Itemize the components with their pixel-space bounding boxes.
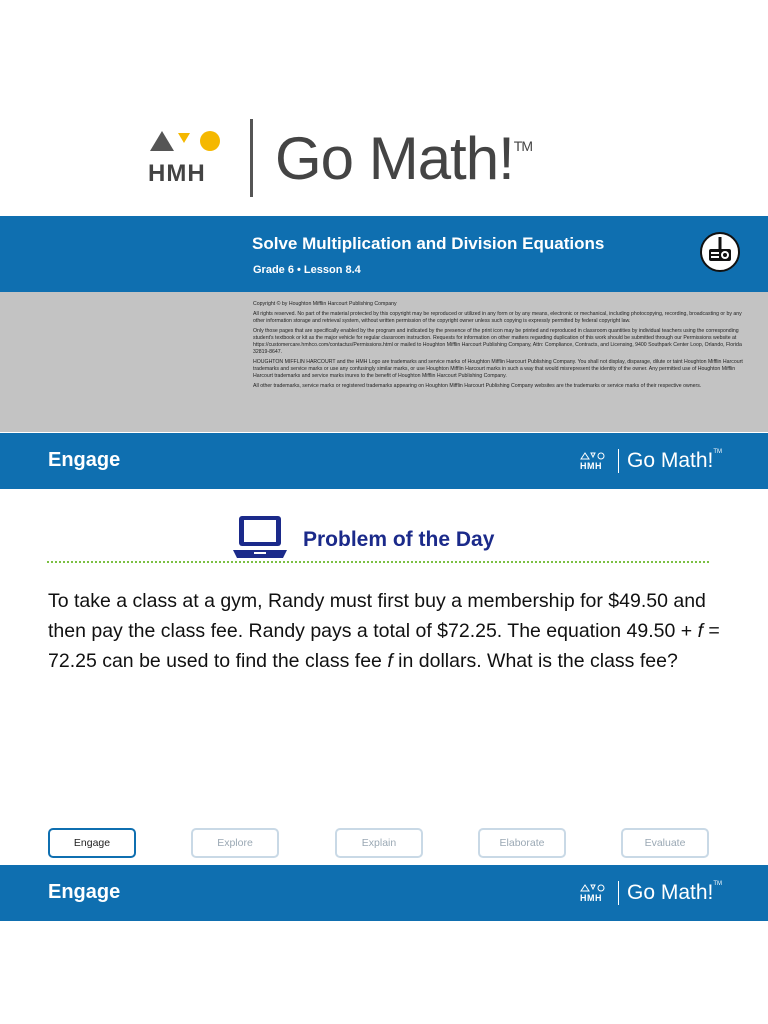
copyright-line: Copyright © by Houghton Mifflin Harcourt Publishing Company bbox=[253, 301, 397, 307]
hmh-wordmark: HMH bbox=[580, 460, 602, 471]
tab-elaborate[interactable]: Elaborate bbox=[478, 828, 566, 858]
logo-divider bbox=[250, 119, 253, 197]
hmh-logo bbox=[148, 128, 226, 188]
tab-explore[interactable]: Explore bbox=[191, 828, 279, 858]
go-math-small-logo bbox=[580, 877, 722, 909]
copyright-trademarks: HOUGHTON MIFFLIN HARCOURT and the HMH Logo are trademarks and service marks of Houghton Mifflin Harcourt Publishing Company. You shall not display, disparage, dilute or taint Houghton Mifflin Harcourt trademarks and service marks or use any confusingly similar marks, or use Houghton Mifflin Harcourt marks in such a way that would misrepresent the identity of the owner. Any permitted use of Houghton Mifflin Harcourt trademarks and service marks inures to the benefit of Houghton Mifflin Harcourt Publishing Company. bbox=[253, 359, 743, 379]
hmh-wordmark: HMH bbox=[580, 892, 602, 903]
section-divider bbox=[47, 561, 709, 563]
variable-f: f bbox=[387, 650, 393, 672]
engage-label: Engage bbox=[48, 449, 121, 471]
lesson-phase-tabs bbox=[48, 828, 712, 858]
go-math-wordmark: Go Math!™ bbox=[627, 449, 723, 472]
hmh-shapes-icon bbox=[148, 128, 222, 154]
problem-text: To take a class at a gym, Randy must first buy a membership for $49.50 and then pay the class fee. Randy pays a total of $72.25. The equation 49.50 + f = 72.25 can be used to find the class fee f in dollars. What is the class fee? bbox=[48, 590, 720, 672]
copyright-section bbox=[0, 292, 768, 432]
tab-engage[interactable]: Engage bbox=[48, 828, 136, 858]
engage-label: Engage bbox=[48, 881, 121, 903]
hmh-wordmark: HMH bbox=[148, 160, 206, 187]
logo-divider bbox=[618, 449, 619, 473]
go-math-logo bbox=[148, 104, 618, 212]
laptop-icon bbox=[232, 514, 288, 560]
go-math-wordmark: Go Math!™ bbox=[275, 124, 532, 192]
lesson-header bbox=[0, 216, 768, 292]
engage-bar-top bbox=[0, 433, 768, 489]
copyright-other-trademarks: All other trademarks, service marks or registered trademarks appearing on Houghton Mifflin Harcourt Publishing Company websites are the trademarks or service marks of their respective owners. bbox=[253, 383, 702, 389]
projector-icon[interactable] bbox=[699, 231, 741, 273]
engage-bar-bottom bbox=[0, 865, 768, 921]
copyright-rights: All rights reserved. No part of the material protected by this copyright may be reproduced or utilized in any form or by any means, electronic or mechanical, including photocopying, recording, broadcasting or by any other information storage and retrieval system, without written permission of the copyright owner unless such copying is expressly permitted by federal copyright law. bbox=[253, 311, 742, 324]
go-math-wordmark: Go Math!™ bbox=[627, 881, 723, 904]
hmh-shapes-icon bbox=[580, 452, 606, 460]
go-math-small-logo bbox=[580, 445, 722, 477]
tab-explain[interactable]: Explain bbox=[335, 828, 423, 858]
logo-divider bbox=[618, 881, 619, 905]
copyright-permissions: Only those pages that are specifically enabled by the program and indicated by the presence of the print icon may be printed and reproduced in classroom quantities by individual teachers using the corresponding student's textbook or kit as the major vehicle for regular classroom instruction. Requests for information on other matters regarding duplication of this work should be submitted through our Permissions website at https://customercare.hmhco.com/contactus/Permissions.html or mailed to Houghton Mifflin Harcourt Publishing Company, Attn: Compliance, Contracts, and Licensing, 9400 Southpark Center Loop, Orlando, Florida 32819-8647. bbox=[253, 328, 742, 355]
variable-f: f bbox=[697, 620, 703, 642]
lesson-title: Solve Multiplication and Division Equations bbox=[252, 234, 605, 253]
tab-evaluate[interactable]: Evaluate bbox=[621, 828, 709, 858]
hmh-shapes-icon bbox=[580, 884, 606, 892]
lesson-subtitle: Grade 6 • Lesson 8.4 bbox=[253, 264, 361, 276]
problem-of-the-day-heading: Problem of the Day bbox=[303, 528, 495, 551]
